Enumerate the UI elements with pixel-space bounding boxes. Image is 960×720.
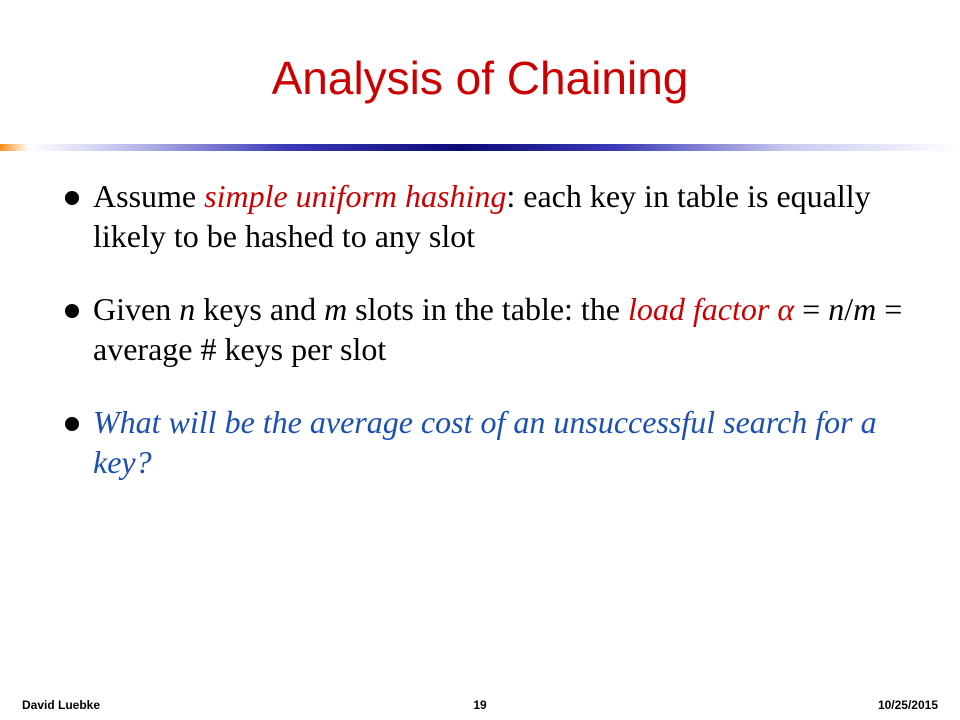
bullet-dot-icon — [65, 191, 79, 205]
bullet-text: Given — [93, 291, 180, 327]
bullet-text: : each key in table is equally likely to be hashed to any slot — [93, 178, 871, 254]
variable-m: m — [324, 291, 348, 327]
slide-title: Analysis of Chaining — [271, 52, 689, 104]
bullet-dot-icon — [65, 417, 79, 431]
alpha-symbol: α — [777, 291, 795, 327]
bullet-text: keys and — [195, 291, 325, 327]
bullet-question — [0, 402, 960, 482]
footer-date: 10/25/2015 — [877, 698, 938, 712]
title-underline — [0, 144, 960, 151]
bullet-text: Assume — [93, 178, 205, 214]
question-text: What will be the average cost of an unsuccessful search for a key? — [93, 404, 877, 480]
variable-n: n — [179, 291, 196, 327]
footer-page-number: 19 — [473, 698, 487, 712]
bullet-load-factor — [0, 289, 960, 369]
variable-m: m — [853, 291, 877, 327]
bullet-text: = average # keys per slot — [93, 291, 903, 367]
fraction-slash: / — [844, 291, 854, 327]
bullet-simple-uniform-hashing — [0, 176, 960, 256]
bullet-text: slots in the table: the — [347, 291, 629, 327]
variable-n: n — [828, 291, 845, 327]
bullet-dot-icon — [65, 304, 79, 318]
term-load-factor: load factor — [628, 291, 778, 327]
bullet-list — [0, 176, 960, 515]
bullet-text: = — [794, 291, 829, 327]
term-simple-uniform-hashing: simple uniform hashing — [204, 178, 507, 214]
footer-author: David Luebke — [22, 698, 101, 712]
